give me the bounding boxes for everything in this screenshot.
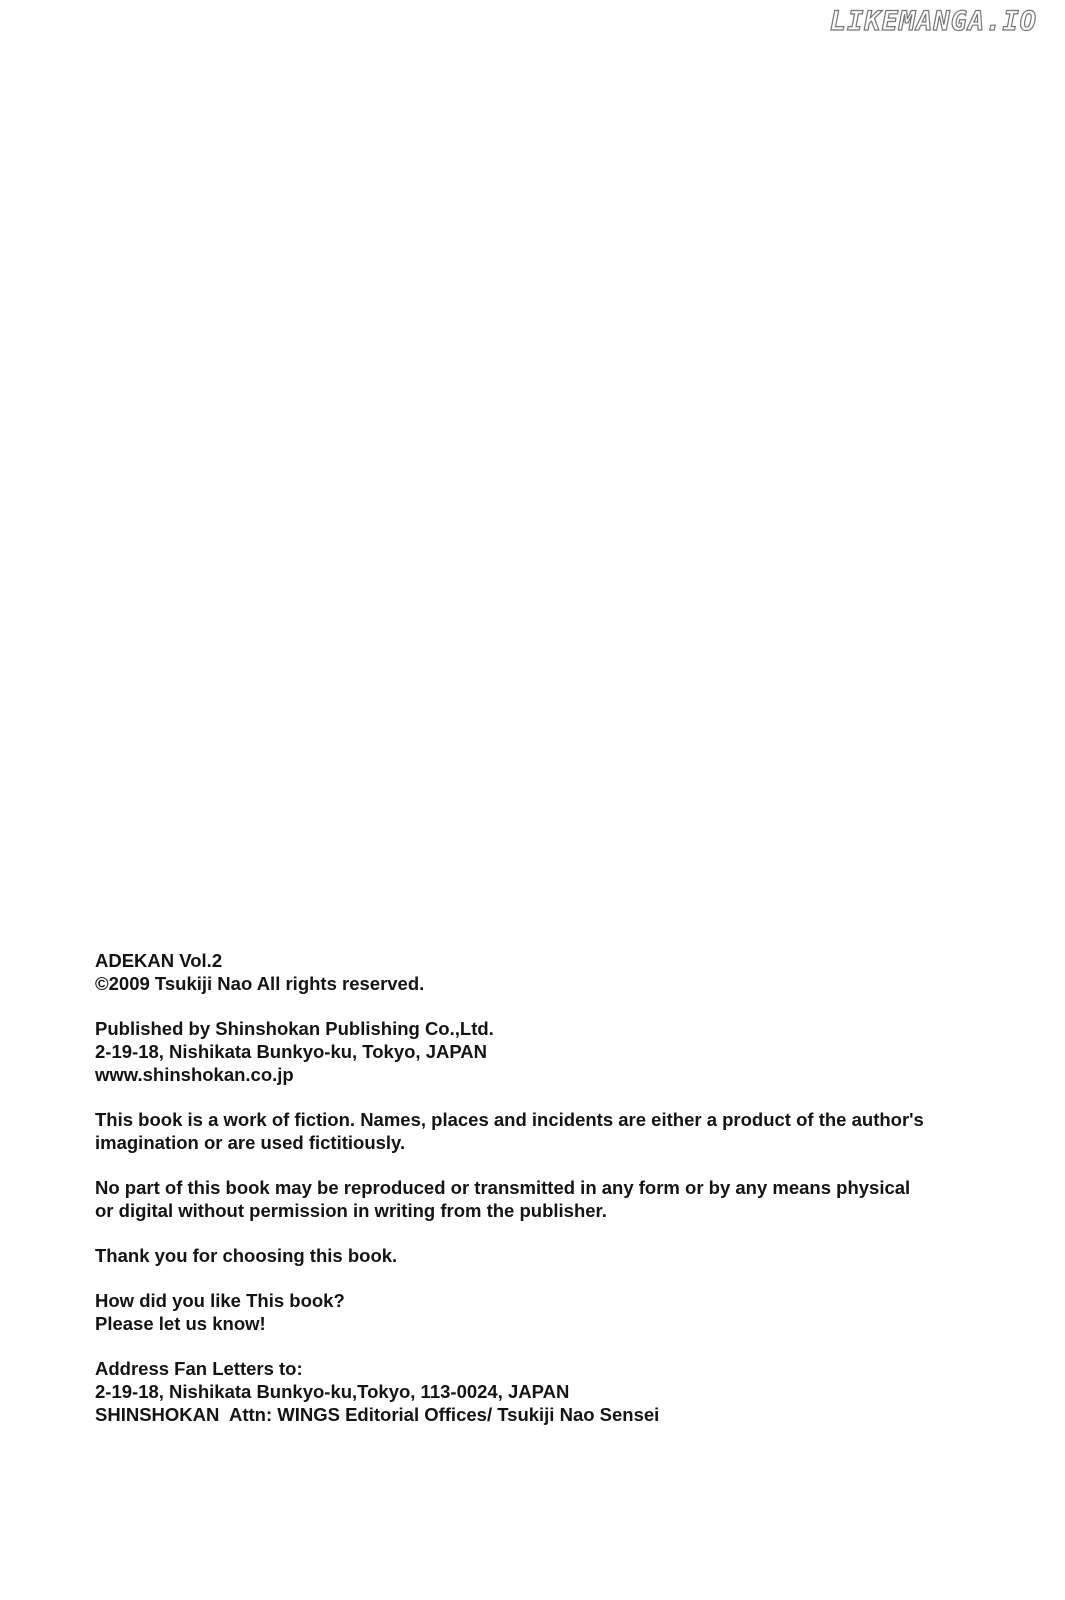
copyright-line: ©2009 Tsukiji Nao All rights reserved. bbox=[95, 973, 425, 994]
feedback-line-1: How did you like This book? bbox=[95, 1290, 345, 1311]
publisher-address: 2-19-18, Nishikata Bunkyo-ku, Tokyo, JAPAN bbox=[95, 1041, 488, 1062]
book-title: ADEKAN Vol.2 bbox=[95, 950, 223, 971]
fan-letters-attention: SHINSHOKAN Attn: WINGS Editorial Offices/ Tsukiji Nao Sensei bbox=[95, 1404, 660, 1425]
fiction-notice-line-2: imagination or are used fictitiously. bbox=[95, 1132, 406, 1153]
rights-notice bbox=[95, 1176, 975, 1222]
rights-notice-line-1: No part of this book may be reproduced or transmitted in any form or by any means physical bbox=[95, 1177, 911, 1198]
fiction-notice bbox=[95, 1108, 975, 1154]
title-block bbox=[95, 949, 975, 995]
fiction-notice-line-1: This book is a work of fiction. Names, places and incidents are either a product of the author's bbox=[95, 1109, 924, 1130]
watermark-logo: LIKEMANGA.IO bbox=[829, 6, 1037, 37]
publisher-name: Published by Shinshokan Publishing Co.,Ltd. bbox=[95, 1018, 494, 1039]
feedback-block bbox=[95, 1289, 975, 1335]
rights-notice-line-2: or digital without permission in writing from the publisher. bbox=[95, 1200, 607, 1221]
fan-letters-block bbox=[95, 1357, 975, 1426]
fan-letters-heading: Address Fan Letters to: bbox=[95, 1358, 303, 1379]
fan-letters-address: 2-19-18, Nishikata Bunkyo-ku,Tokyo, 113-0024, JAPAN bbox=[95, 1381, 570, 1402]
colophon bbox=[95, 949, 975, 1448]
thanks-line: Thank you for choosing this book. bbox=[95, 1245, 398, 1266]
thanks-block bbox=[95, 1244, 975, 1267]
publisher-website: www.shinshokan.co.jp bbox=[95, 1064, 294, 1085]
feedback-line-2: Please let us know! bbox=[95, 1313, 266, 1334]
publisher-block bbox=[95, 1017, 975, 1086]
